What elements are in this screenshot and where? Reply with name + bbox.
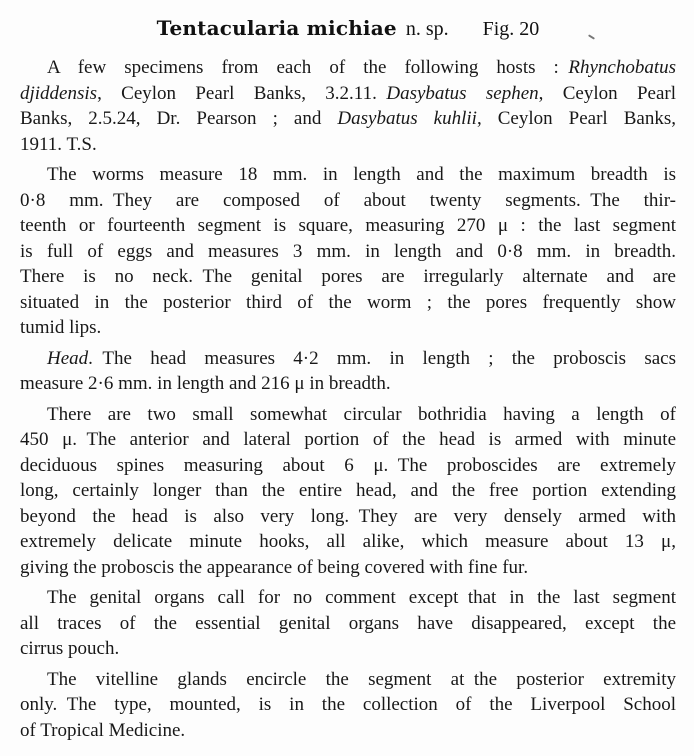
- document-body: [20, 55, 676, 743]
- text-run: deciduous spines measuring about 6 μ. The proboscides are extremely: [20, 454, 676, 476]
- text-line: [20, 55, 676, 81]
- text-line: [20, 478, 676, 504]
- text-run: . The head measures 4·2 mm. in length ; the proboscis sacs: [88, 347, 676, 369]
- text-line: [20, 427, 676, 453]
- text-run: is full of eggs and measures 3 mm. in length and 0·8 mm. in breadth.: [20, 240, 676, 262]
- text-run: There is no neck. The genital pores are irregularly alternate and are: [20, 266, 676, 287]
- text-run: A few specimens from each of the following hosts :: [47, 57, 569, 78]
- text-run: giving the proboscis the appearance of being covered with fine fur.: [20, 556, 529, 578]
- text-run: beyond the head is also very long. They are very densely armed with: [20, 505, 676, 527]
- text-line: [20, 529, 676, 555]
- document-title: [20, 15, 676, 42]
- text-run: all traces of the essential genital organs have disappeared, except the: [20, 612, 676, 634]
- text-line: [20, 718, 676, 744]
- text-run: situated in the posterior third of the worm ; the pores frequently show: [20, 291, 676, 313]
- text-line: [20, 585, 676, 611]
- text-run: only. The type, mounted, is in the collection of the Liverpool School: [20, 694, 676, 715]
- text-run: 450 μ. The anterior and lateral portion of the head is armed with minute: [20, 429, 676, 450]
- latin-name-italic: Rhynchobatus: [568, 57, 676, 78]
- text-line: [20, 453, 676, 479]
- text-run: , Ceylon Pearl Banks,: [476, 108, 676, 129]
- text-run: extremely delicate minute hooks, all alike, which measure about 13 μ,: [20, 531, 676, 552]
- text-run: 1911. T.S.: [20, 133, 97, 155]
- text-line: [20, 81, 676, 107]
- text-run: 0·8 mm. They are composed of about twenty segments. The thir-: [20, 189, 676, 211]
- title-suffix: n. sp.: [405, 18, 449, 40]
- text-line: [20, 692, 676, 718]
- text-run: The vitelline glands encircle the segment at the posterior extremity: [47, 668, 676, 690]
- text-run: tumid lips.: [20, 317, 102, 338]
- text-line: [20, 346, 676, 372]
- text-line: [20, 264, 676, 290]
- text-line: [20, 315, 676, 341]
- text-run: long, certainly longer than the entire head, and the free portion extending: [20, 480, 676, 501]
- species-title: Tentacularia michiae: [156, 16, 397, 40]
- text-run: , Ceylon Pearl: [538, 82, 676, 104]
- text-line: [20, 504, 676, 530]
- text-line: [20, 162, 676, 188]
- text-run: The genital organs call for no comment except that in the last segment: [47, 587, 676, 608]
- text-line: [20, 371, 676, 397]
- paragraph: [20, 585, 676, 662]
- latin-name-italic: djiddensis: [20, 82, 98, 104]
- text-line: [20, 188, 676, 214]
- text-line: [20, 290, 676, 316]
- text-run: The worms measure 18 mm. in length and the maximum breadth is: [47, 164, 676, 185]
- text-line: [20, 611, 676, 637]
- text-line: [20, 636, 676, 662]
- figure-reference: Fig. 20: [482, 18, 540, 40]
- paragraph: [20, 402, 676, 581]
- latin-name-italic: Head: [47, 347, 89, 369]
- text-run: , Ceylon Pearl Banks, 3.2.11.: [97, 82, 387, 104]
- text-line: [20, 555, 676, 581]
- text-line: [20, 667, 676, 693]
- paragraph: [20, 55, 676, 157]
- text-line: [20, 402, 676, 428]
- text-line: [20, 213, 676, 239]
- text-run: measure 2·6 mm. in length and 216 μ in breadth.: [20, 373, 391, 394]
- text-line: [20, 239, 676, 265]
- text-run: There are two small somewhat circular bothridia having a length of: [47, 403, 676, 425]
- latin-name-italic: Dasybatus sephen: [386, 82, 539, 104]
- paragraph: [20, 346, 676, 397]
- text-line: [20, 132, 676, 158]
- text-run: of Tropical Medicine.: [20, 719, 186, 741]
- latin-name-italic: Dasybatus kuhlii: [337, 108, 477, 129]
- paragraph: [20, 162, 676, 341]
- text-run: cirrus pouch.: [20, 638, 120, 659]
- text-line: [20, 106, 676, 132]
- paragraph: [20, 667, 676, 744]
- text-run: Banks, 2.5.24, Dr. Pearson ; and: [20, 108, 338, 129]
- text-run: teenth or fourteenth segment is square, measuring 270 μ : the last segment: [20, 215, 676, 236]
